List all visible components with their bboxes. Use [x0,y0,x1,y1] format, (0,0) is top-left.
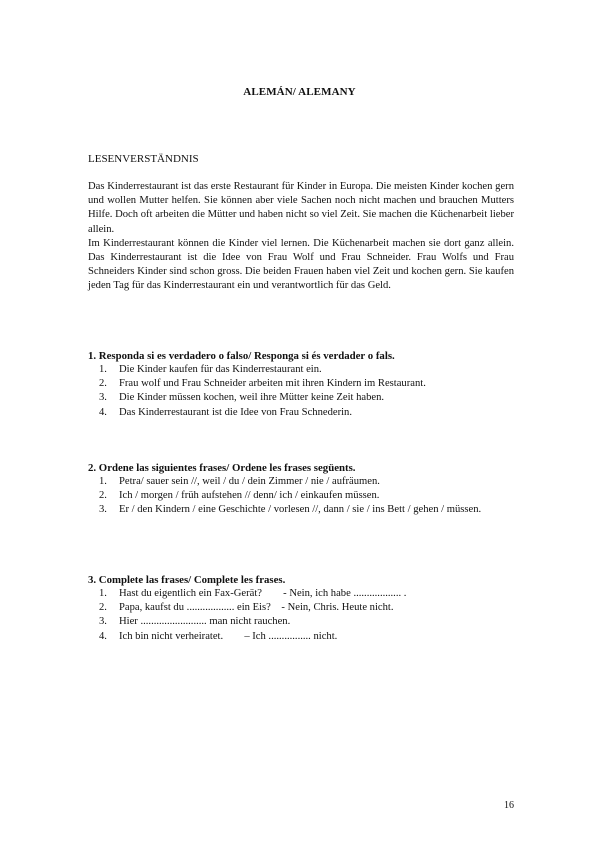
item-number: 4. [99,406,107,418]
item-number: 3. [99,504,107,516]
exercise-list [88,587,518,644]
list-item [88,615,518,629]
reading-paragraph: Im Kinderrestaurant können die Kinder viel lernen. Die Küchenarbeit machen sie dort ganz allein. Das Kinderrestaurant ist die Idee von Frau Wolf und Frau Schneider. Frau Wolfs und Frau Schneiders Kinder sind schon gross. Die beiden Frauen haben viel Zeit und kochen gern. Sie kaufen jeden Tag für das Kinderrestaurant ein und verantwortlich für das Geld. [88,237,514,292]
exercise-complete-sentences [88,573,518,644]
item-text: Die Kinder kaufen für das Kinderrestaurant ein. [119,364,322,375]
item-number: 2. [99,378,107,390]
item-number: 1. [99,476,107,487]
list-item [88,503,518,517]
item-number: 1. [99,364,107,375]
item-number: 3. [99,616,107,628]
list-item [88,630,518,644]
item-number: 4. [99,630,107,642]
exercise-order-sentences [88,461,518,518]
item-text: Petra/ sauer sein //, weil / du / dein Zimmer / nie / aufräumen. [119,476,380,487]
item-number: 2. [99,490,107,502]
item-text: Ich / morgen / früh aufstehen // denn/ ich / einkaufen müssen. [119,490,380,502]
exercise-heading: 1. Responda si es verdadero o falso/ Responga si és verdader o fals. [88,350,395,362]
list-item [88,601,518,615]
list-item [88,363,518,377]
exercise-list [88,363,518,420]
item-text: Ich bin nicht verheiratet. – Ich ................ nicht. [119,630,338,642]
exercise-true-false [88,349,518,420]
list-item [88,489,518,503]
item-text: Hast du eigentlich ein Fax-Gerät? - Nein, ich habe .................. . [119,588,407,599]
item-text: Frau wolf und Frau Schneider arbeiten mit ihren Kindern im Restaurant. [119,378,426,390]
reading-paragraph: Das Kinderrestaurant ist das erste Restaurant für Kinder in Europa. Die meisten Kinder kochen gern und wollen Mutter helfen. Sie können aber viele Sachen noch nicht machen und brauchen Mutters Hilfe. Doch oft arbeiten die Mütter und haben nicht so viel Zeit. Sie machen die Küchenarbeit lieber allein. [88,181,514,235]
section-heading: LESENVERSTÄNDNIS [88,153,199,165]
exercise-heading: 2. Ordene las siguientes frases/ Ordene les frases següents. [88,462,356,474]
exercise-list [88,475,518,518]
exercise-heading: 3. Complete las frases/ Complete les frases. [88,574,286,586]
item-number: 2. [99,602,107,614]
reading-text [88,180,514,294]
list-item [88,587,518,601]
page-number: 16 [504,800,514,811]
item-text: Papa, kaufst du .................. ein Eis? - Nein, Chris. Heute nicht. [119,602,394,614]
item-text: Hier ......................... man nicht rauchen. [119,616,291,628]
list-item [88,377,518,391]
item-number: 3. [99,392,107,404]
document-title: ALEMÁN/ ALEMANY [243,86,356,98]
item-text: Das Kinderrestaurant ist die Idee von Frau Schnederin. [119,406,352,418]
list-item [88,475,518,489]
item-number: 1. [99,588,107,599]
list-item [88,406,518,420]
list-item [88,391,518,405]
item-text: Die Kinder müssen kochen, weil ihre Mütter keine Zeit haben. [119,392,385,404]
item-text: Er / den Kindern / eine Geschichte / vorlesen //, dann / sie / ins Bett / gehen / müssen. [119,504,482,516]
